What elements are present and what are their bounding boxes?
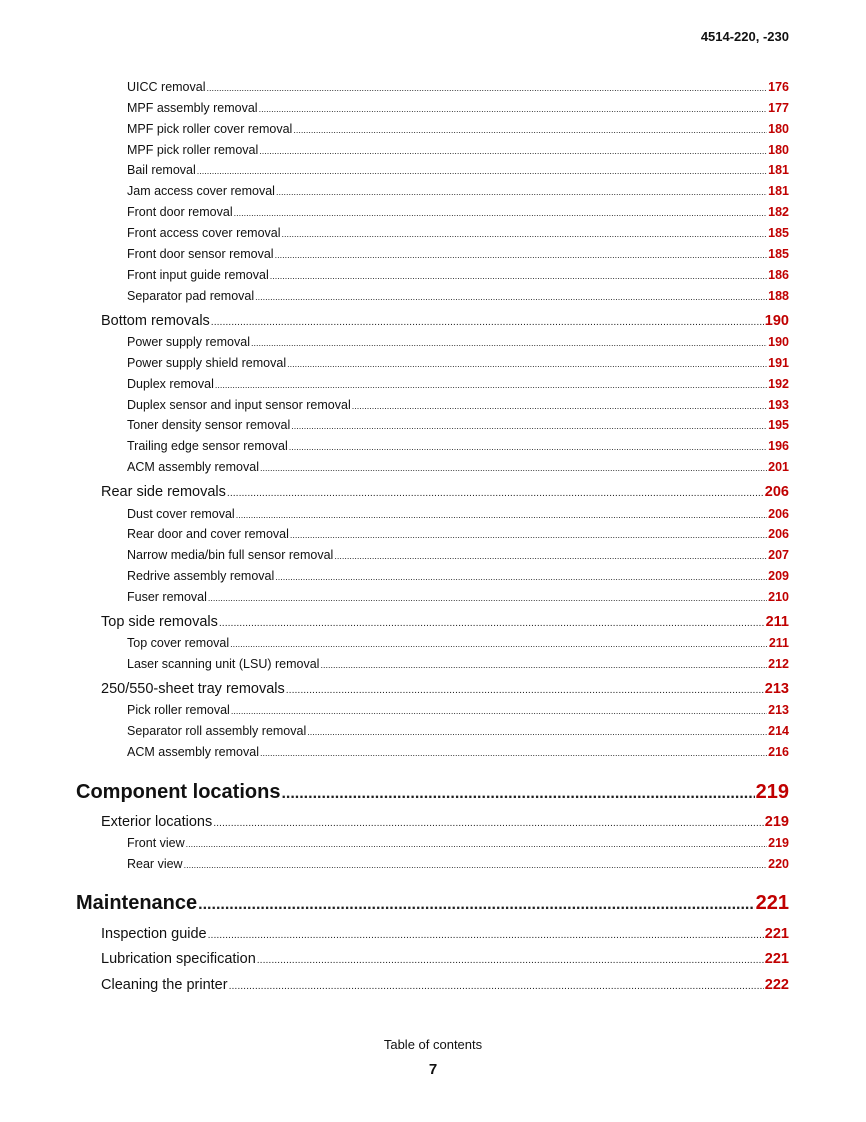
toc-entry-page-link[interactable]: 190 [768, 335, 789, 349]
toc-entry-page-link[interactable]: 186 [768, 268, 789, 282]
toc-entry-page-link[interactable]: 192 [768, 377, 789, 391]
toc-entry[interactable] [127, 527, 789, 543]
toc-entry-page-link[interactable]: 210 [768, 590, 789, 604]
toc-entry[interactable] [127, 703, 789, 719]
toc-entry-label: ACM assembly removal [127, 745, 259, 759]
toc-entry[interactable] [127, 80, 789, 96]
toc-entry-label: Component locations [76, 781, 281, 803]
toc-entry-label: Pick roller removal [127, 703, 230, 717]
toc-leader-dots [275, 250, 768, 260]
toc-entry-page-link[interactable]: 193 [768, 398, 789, 412]
toc-entry-page-link[interactable]: 206 [768, 507, 789, 521]
toc-leader-dots [198, 896, 754, 914]
toc-entry-label: ACM assembly removal [127, 460, 259, 474]
toc-entry-label: Trailing edge sensor removal [127, 439, 288, 453]
toc-entry[interactable] [76, 892, 789, 918]
toc-entry-page-link[interactable]: 211 [765, 614, 789, 630]
toc-leader-dots [227, 487, 764, 499]
toc-entry-label: Front door removal [127, 205, 233, 219]
toc-entry[interactable] [101, 926, 789, 944]
toc-entry-label: Front access cover removal [127, 226, 281, 240]
toc-entry-label: Exterior locations [101, 814, 213, 830]
toc-entry-label: Fuser removal [127, 590, 207, 604]
toc-entry-label: Separator pad removal [127, 289, 255, 303]
toc-entry[interactable] [127, 289, 789, 305]
toc-entry[interactable] [127, 122, 789, 138]
toc-entry-page-link[interactable]: 214 [768, 724, 789, 738]
toc-entry-label: Separator roll assembly removal [127, 724, 307, 738]
toc-entry[interactable] [101, 951, 789, 969]
toc-entry[interactable] [127, 569, 789, 585]
toc-entry[interactable] [127, 184, 789, 200]
footer-section-title: Table of contents [383, 1037, 483, 1052]
toc-entry-page-link[interactable]: 206 [768, 527, 789, 541]
toc-entry-page-link[interactable]: 216 [768, 745, 789, 759]
toc-entry-page-link[interactable]: 195 [768, 418, 789, 432]
toc-entry-page-link[interactable]: 191 [768, 356, 789, 370]
toc-entry[interactable] [127, 460, 789, 476]
toc-entry[interactable] [127, 439, 789, 455]
toc-entry-page-link[interactable]: 219 [768, 836, 789, 850]
toc-entry-label: Lubrication specification [101, 951, 256, 967]
toc-entry-label: Cleaning the printer [101, 977, 228, 993]
toc-entry-page-link[interactable]: 219 [764, 814, 789, 830]
toc-entry[interactable] [127, 356, 789, 372]
toc-leader-dots [281, 785, 754, 803]
toc-entry-page-link[interactable]: 176 [768, 80, 789, 94]
toc-entry[interactable] [127, 377, 789, 393]
toc-leader-dots [208, 593, 767, 603]
toc-leader-dots [291, 421, 767, 431]
toc-entry-page-link[interactable]: 196 [768, 439, 789, 453]
toc-leader-dots [257, 954, 764, 966]
toc-leader-dots [234, 208, 768, 218]
toc-entry[interactable] [127, 745, 789, 761]
toc-leader-dots [270, 271, 767, 281]
toc-entry-label: Duplex sensor and input sensor removal [127, 398, 351, 412]
toc-entry[interactable] [127, 724, 789, 740]
toc-entry-label: Maintenance [76, 892, 198, 914]
toc-entry[interactable] [101, 814, 789, 832]
toc-entry-label: Redrive assembly removal [127, 569, 275, 583]
toc-entry[interactable] [127, 205, 789, 221]
toc-leader-dots [207, 83, 768, 93]
toc-leader-dots [236, 510, 767, 520]
toc-entry[interactable] [101, 484, 789, 502]
toc-entry-label: Power supply shield removal [127, 356, 287, 370]
toc-leader-dots [184, 860, 768, 870]
toc-entry-label: Dust cover removal [127, 507, 235, 521]
toc-leader-dots [255, 292, 767, 302]
toc-entry[interactable] [101, 681, 789, 699]
toc-entry-page-link[interactable]: 188 [768, 289, 789, 303]
toc-entry-page-link[interactable]: 220 [768, 857, 789, 871]
toc-entry[interactable] [127, 226, 789, 242]
toc-entry-label: Bail removal [127, 163, 196, 177]
toc-entry-label: Top cover removal [127, 636, 230, 650]
toc-entry-page-link[interactable]: 181 [768, 184, 789, 198]
toc-entry[interactable] [127, 857, 789, 873]
toc-leader-dots [251, 338, 767, 348]
toc-entry-label: MPF assembly removal [127, 101, 258, 115]
toc-entry[interactable] [101, 977, 789, 995]
toc-entry[interactable] [127, 418, 789, 434]
toc-entry[interactable] [127, 335, 789, 351]
toc-entry[interactable] [127, 247, 789, 263]
toc-leader-dots [213, 817, 764, 829]
toc-entry[interactable] [127, 657, 789, 673]
toc-entry-label: Rear door and cover removal [127, 527, 289, 541]
toc-leader-dots [229, 980, 764, 992]
toc-entry-page-link[interactable]: 185 [768, 247, 789, 261]
toc-entry[interactable] [127, 548, 789, 564]
toc-entry-page-link[interactable]: 212 [768, 657, 789, 671]
toc-entry-page-link[interactable]: 182 [768, 205, 789, 219]
footer-page-number: 7 [428, 1061, 438, 1078]
toc-entry-page-link[interactable]: 221 [764, 926, 789, 942]
toc-entry[interactable] [101, 614, 789, 632]
toc-entry[interactable] [127, 143, 789, 159]
toc-entry-label: MPF pick roller cover removal [127, 122, 293, 136]
toc-entry-page-link[interactable]: 190 [764, 313, 789, 329]
toc-leader-dots [231, 706, 767, 716]
toc-leader-dots [287, 359, 767, 369]
toc-entry-label: MPF pick roller removal [127, 143, 259, 157]
toc-entry[interactable] [101, 313, 789, 331]
toc-entry-page-link[interactable]: 222 [764, 977, 789, 993]
toc-entry-page-link[interactable]: 209 [768, 569, 789, 583]
toc-leader-dots [197, 166, 767, 176]
toc-entry[interactable] [127, 101, 789, 117]
toc-entry-page-link[interactable]: 206 [764, 484, 789, 500]
document-code: 4514-220, -230 [700, 29, 789, 44]
toc-entry-page-link[interactable]: 221 [755, 892, 789, 914]
toc-leader-dots [260, 463, 767, 473]
toc-entry-label: Laser scanning unit (LSU) removal [127, 657, 320, 671]
toc-entry-page-link[interactable]: 221 [764, 951, 789, 967]
toc-leader-dots [211, 316, 764, 328]
toc-entry-label: Jam access cover removal [127, 184, 275, 198]
toc-entry-page-link[interactable]: 219 [755, 781, 789, 803]
toc-entry-page-link[interactable]: 181 [768, 163, 789, 177]
toc-entry-label: Rear side removals [101, 484, 226, 500]
toc-leader-dots [282, 229, 768, 239]
toc-leader-dots [290, 530, 767, 540]
toc-entry[interactable] [127, 636, 789, 652]
toc-leader-dots [275, 572, 767, 582]
toc-leader-dots [334, 551, 767, 561]
toc-entry-page-link[interactable]: 211 [768, 636, 789, 650]
toc-leader-dots [219, 617, 765, 629]
toc-entry-label: Narrow media/bin full sensor removal [127, 548, 334, 562]
toc-leader-dots [289, 442, 767, 452]
toc-entry-label: Rear view [127, 857, 183, 871]
toc-entry-label: Top side removals [101, 614, 218, 630]
toc-entry[interactable] [127, 268, 789, 284]
toc-entry-page-link[interactable]: 213 [764, 681, 789, 697]
toc-entry-label: Bottom removals [101, 313, 210, 329]
toc-leader-dots [230, 639, 768, 649]
toc-leader-dots [215, 380, 767, 390]
toc-entry-label: UICC removal [127, 80, 206, 94]
toc-entry-label: Power supply removal [127, 335, 250, 349]
toc-leader-dots [352, 401, 767, 411]
toc-entry-page-link[interactable]: 180 [768, 122, 789, 136]
toc-entry-label: Front view [127, 836, 185, 850]
toc-leader-dots [260, 748, 767, 758]
toc-entry[interactable] [127, 590, 789, 606]
toc-entry-page-link[interactable]: 207 [768, 548, 789, 562]
toc-entry[interactable] [76, 781, 789, 807]
toc-entry-page-link[interactable]: 180 [768, 143, 789, 157]
toc-entry-page-link[interactable]: 185 [768, 226, 789, 240]
toc-entry-label: Toner density sensor removal [127, 418, 291, 432]
toc-entry-label: Inspection guide [101, 926, 207, 942]
toc-leader-dots [259, 146, 767, 156]
toc-entry-page-link[interactable]: 177 [768, 101, 789, 115]
toc-entry-label: Duplex removal [127, 377, 214, 391]
toc-leader-dots [320, 660, 767, 670]
toc-entry[interactable] [127, 507, 789, 523]
toc-entry-page-link[interactable]: 201 [768, 460, 789, 474]
toc-leader-dots [286, 684, 764, 696]
toc-entry[interactable] [127, 836, 789, 852]
toc-entry-label: 250/550-sheet tray removals [101, 681, 285, 697]
toc-leader-dots [186, 839, 767, 849]
toc-leader-dots [276, 187, 767, 197]
toc-entry-label: Front door sensor removal [127, 247, 274, 261]
toc-leader-dots [208, 929, 764, 941]
toc-entry[interactable] [127, 163, 789, 179]
toc-leader-dots [293, 125, 767, 135]
toc-entry-label: Front input guide removal [127, 268, 269, 282]
toc-entry-page-link[interactable]: 213 [768, 703, 789, 717]
toc-leader-dots [259, 104, 768, 114]
toc-entry[interactable] [127, 398, 789, 414]
toc-leader-dots [307, 727, 767, 737]
